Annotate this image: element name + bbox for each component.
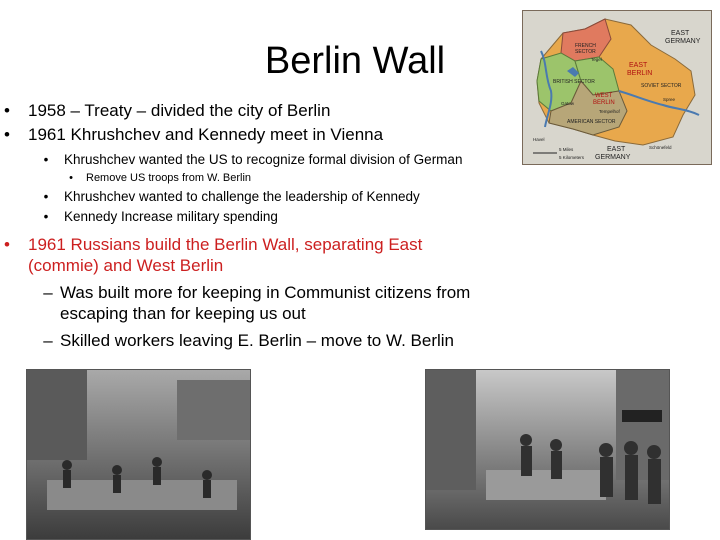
map-label-havel: Havel: [533, 137, 545, 142]
dash-marker: –: [43, 331, 53, 350]
bullet-1961-vienna: [0, 124, 383, 145]
bullet-text: Khrushchev wanted the US to recognize formal division of German: [64, 152, 463, 167]
map-label-east-germany-bottom: EAST: [607, 146, 626, 153]
map-label-british-sector: BRITISH SECTOR: [553, 79, 595, 85]
bullet-dot: •: [4, 125, 10, 144]
bullet-text-line-2: (commie) and West Berlin: [28, 256, 224, 275]
sub-bullet-challenge-kennedy: [28, 188, 420, 206]
map-label-french-sector: FRENCH: [575, 43, 596, 49]
bullet-dot: •: [43, 152, 49, 167]
map-label-gatow: Gatow: [561, 101, 575, 106]
map-label-east-germany-bottom-2: GERMANY: [595, 154, 631, 161]
bullet-text-line-1: 1961 Russians build the Berlin Wall, separating East: [28, 235, 423, 254]
bullet-dot: •: [4, 101, 10, 120]
bullet-text: Remove US troops from W. Berlin: [86, 172, 252, 184]
bullet-dot: •: [69, 172, 73, 184]
photo-wall-construction: [26, 369, 251, 540]
dash-text: [60, 282, 470, 324]
map-label-east-berlin-2: BERLIN: [627, 70, 653, 77]
map-label-west-berlin: WEST: [595, 93, 613, 99]
photo-wall-construction-image: [27, 370, 250, 539]
map-label-french-sector-2: SECTOR: [575, 49, 596, 55]
bullet-dot: •: [4, 235, 10, 254]
bullet-text: 1958 – Treaty – divided the city of Berlin: [28, 101, 331, 120]
bullet-wall-built: [0, 234, 422, 276]
bullet-text: [28, 234, 422, 276]
map-label-tegel: Tegel: [591, 57, 602, 62]
dash-text-line-2: escaping than for keeping us out: [60, 304, 306, 323]
map-label-east-germany-top: EAST: [671, 30, 690, 37]
map-label-scale-miles: 5 Miles: [559, 147, 574, 152]
dash-marker: –: [43, 283, 53, 302]
map-label-american-sector: AMERICAN SECTOR: [567, 119, 616, 125]
map-label-tempelhof: Tempelhof: [599, 109, 620, 114]
bullet-dot: •: [43, 209, 49, 224]
bullet-text: Khrushchev wanted to challenge the leadership of Kennedy: [64, 189, 420, 204]
sub-bullet-military-spending: [28, 208, 278, 226]
sub-bullet-recognize-division: [28, 151, 462, 169]
map-label-west-berlin-2: BERLIN: [593, 100, 615, 106]
bullet-1958-treaty: [0, 100, 330, 121]
sub-sub-bullet-remove-troops: [56, 171, 251, 185]
bullet-text: 1961 Khrushchev and Kennedy meet in Vienna: [28, 125, 384, 144]
map-label-schonefeld: Schönefeld: [649, 145, 672, 150]
bullet-dot: •: [43, 189, 49, 204]
dash-item-keeping-in: [32, 282, 470, 324]
map-label-east-berlin: EAST: [629, 62, 648, 69]
dash-text-line-1: Was built more for keeping in Communist citizens from: [60, 283, 471, 302]
dash-item-skilled-workers: [32, 330, 454, 351]
map-label-spree: Spree: [663, 97, 676, 102]
slide-title: Berlin Wall: [264, 40, 446, 82]
dash-text: Skilled workers leaving E. Berlin – move to W. Berlin: [60, 331, 454, 350]
berlin-sector-map: [522, 10, 712, 165]
photo-wall-crowd-image: [426, 370, 669, 529]
map-label-east-germany-top-2: GERMANY: [665, 38, 701, 45]
bullet-text: Kennedy Increase military spending: [64, 209, 278, 224]
berlin-sector-map-graphic: [523, 11, 711, 164]
map-label-soviet-sector: SOVIET SECTOR: [641, 83, 682, 89]
photo-wall-crowd: [425, 369, 670, 530]
map-label-scale-km: 5 Kilometers: [559, 155, 585, 160]
